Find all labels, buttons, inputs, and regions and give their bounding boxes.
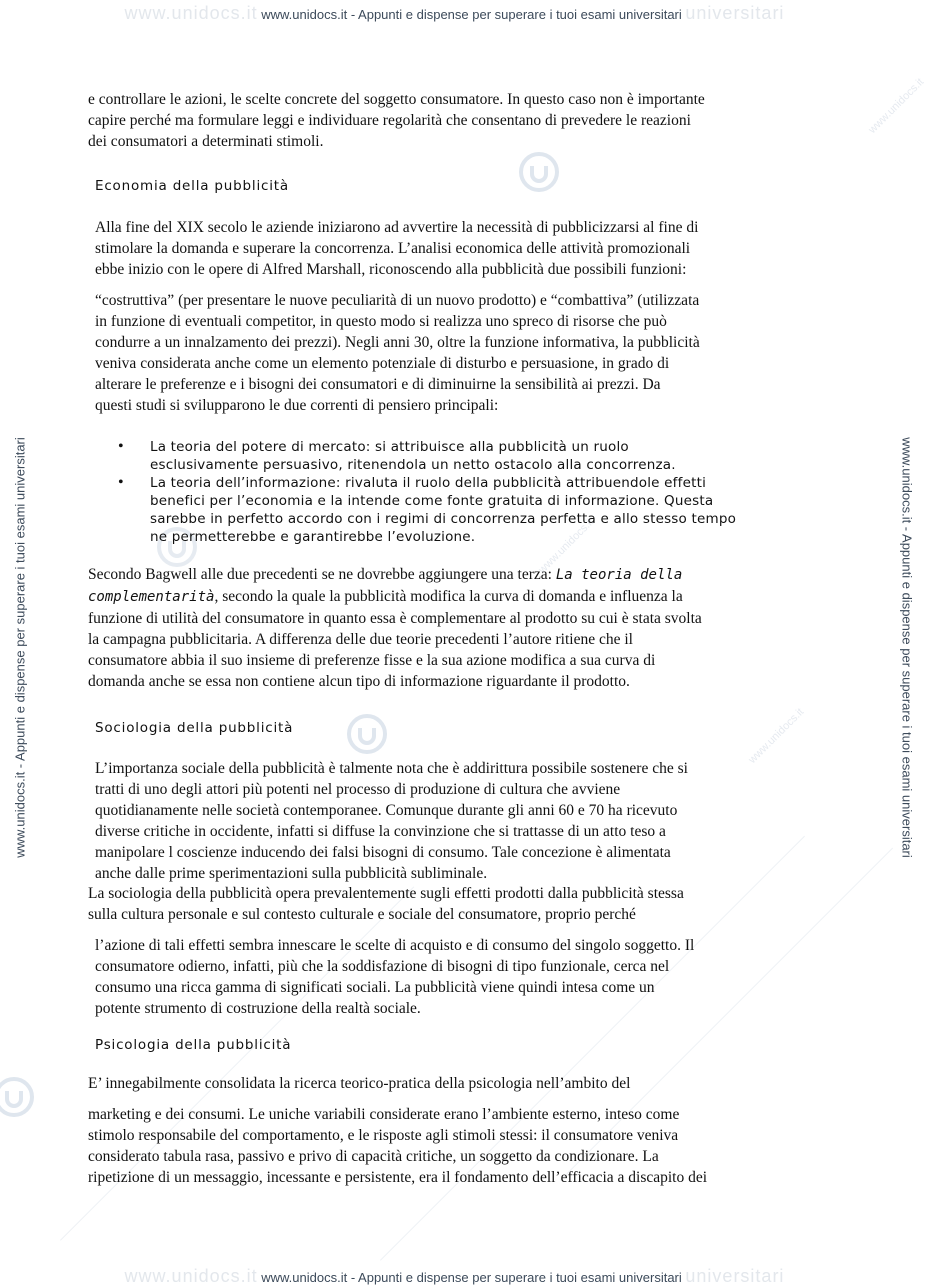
intro-paragraph [88, 89, 705, 152]
text-line: manipolare l coscienze inducendo dei falsi bisogni di consumo. Tale concezione è alimentata [95, 844, 671, 861]
psicologia-paragraph [88, 1104, 707, 1188]
footer-watermark-text: www.unidocs.it - Appunti e dispense per superare i tuoi esami universitari [261, 1270, 682, 1285]
text-line: ripetizione di un messaggio, incessante e persistente, era il fondamento dell’efficacia a discapito dei [88, 1169, 708, 1186]
header-ghost-left: www.unidocs.it [124, 3, 258, 23]
text-line: consumo una ricca gamma di significati sociali. La pubblicità viene quindi intesa come un [95, 979, 655, 996]
text-line: ne permetterebbe e garantirebbe l’evoluzione. [150, 529, 476, 545]
text-line: esclusivamente persuasivo, ritenendola un netto ostacolo alla concorrenza. [150, 457, 676, 473]
sociologia-paragraph [95, 758, 688, 884]
bullet-marker: • [118, 438, 124, 455]
text-line: questi studi si svilupparono le due correnti di pensiero principali: [95, 397, 499, 414]
text-line: Alla fine del XIX secolo le aziende iniziarono ad avvertire la necessità di pubblicizzarsi al fine di [95, 219, 699, 236]
text-line: condurre a un innalzamento dei prezzi). Negli anni 30, oltre la funzione informativa, la pubblicità [95, 334, 700, 351]
text-line: benefici per l’economia e la intende come fonte gratuita di informazione. Questa [150, 493, 714, 509]
section-heading-sociologia: Sociologia della pubblicità [95, 720, 294, 736]
text-line: in funzione di eventuali competitor, in questo modo si realizza uno spreco di risorse che può [95, 313, 667, 330]
economia-paragraph [95, 217, 698, 280]
header-watermark-text: www.unidocs.it - Appunti e dispense per superare i tuoi esami universitari [261, 7, 682, 22]
text-line: quotidianamente nelle società contemporanee. Comunque durante gli anni 60 e 70 ha ricevuto [95, 802, 678, 819]
text-line: alterare le preferenze e i bisogni dei consumatori e di diminuirne la sensibilità ai prezzi. Da [95, 376, 661, 393]
sociologia-paragraph-3 [95, 935, 694, 1019]
right-watermark-text: www.unidocs.it - Appunti e dispense per superare i tuoi esami universitari [899, 437, 915, 858]
text-line: L’importanza sociale della pubblicità è talmente nota che è addirittura possibile sostenere che si [95, 760, 688, 777]
text-line [88, 564, 702, 586]
text-line: dei consumatori a determinati stimoli. [88, 133, 324, 150]
bullet-item [150, 474, 736, 546]
header-ghost-right: universitari [685, 3, 785, 23]
text-line: consumatore abbia il suo insieme di preferenze fisse e la sua azione modifica a sua curva di [88, 652, 656, 669]
text-line: l’azione di tali effetti sembra innescare le scelte di acquisto e di consumo del singolo soggetto. Il [95, 937, 695, 954]
text-line: La teoria dell’informazione: rivaluta il ruolo della pubblicità attribuendole effetti [150, 475, 707, 491]
text-line: veniva considerata anche come un elemento potenziale di disturbo e persuasione, in grado di [95, 355, 670, 372]
left-watermark-text: www.unidocs.it - Appunti e dispense per superare i tuoi esami universitari [12, 437, 28, 858]
footer-watermark [0, 1266, 909, 1287]
text-span: , secondo la quale la pubblicità modifica la curva di domanda e influenza la [214, 588, 683, 605]
sociologia-paragraph-2 [88, 883, 684, 925]
text-span: Secondo Bagwell alle due precedenti se ne dovrebbe aggiungere una terza: [88, 566, 556, 583]
text-line [88, 586, 702, 608]
footer-ghost-right: universitari [685, 1266, 785, 1286]
header-watermark [0, 3, 909, 24]
text-line: La sociologia della pubblicità opera prevalentemente sugli effetti prodotti dalla pubblicità stessa [88, 885, 684, 902]
text-line: domanda anche se essa non contiene alcun tipo di informazione riguardante il prodotto. [88, 673, 630, 690]
psicologia-line-1: E’ innegabilmente consolidata la ricerca teorico-pratica della psicologia nell’ambito del [88, 1075, 631, 1092]
text-line: consumatore odierno, infatti, più che la soddisfazione di bisogni di tipo funzionale, cerca nel [95, 958, 670, 975]
section-heading-psicologia: Psicologia della pubblicità [95, 1037, 292, 1053]
italic-term: La teoria della [555, 567, 683, 583]
text-line: potente strumento di costruzione della realtà sociale. [95, 1000, 421, 1017]
diagonal-watermark: www.unidocs.it [536, 516, 597, 576]
text-line: stimolo responsabile del comportamento, e le risposte agli stimoli stessi: il consumatore veniva [88, 1127, 679, 1144]
left-watermark [13, 198, 28, 1098]
text-line: stimolare la domanda e superare la concorrenza. L’analisi economica delle attività promozionali [95, 240, 691, 257]
bullet-item [150, 438, 676, 474]
text-line: capire perché ma formulare leggi e individuare regolarità che consentano di prevedere le reazioni [88, 112, 691, 129]
text-line: tratti di uno degli attori più potenti nel processo di produzione di cultura che avviene [95, 781, 621, 798]
text-line: funzione di utilità del consumatore in quanto essa è complementare al prodotto su cui è stata svolta [88, 610, 702, 627]
text-line: e controllare le azioni, le scelte concrete del soggetto consumatore. In questo caso non è importante [88, 91, 705, 108]
footer-ghost-left: www.unidocs.it [124, 1266, 258, 1286]
text-line: “costruttiva” (per presentare le nuove peculiarità di un nuovo prodotto) e “combattiva” (utilizzata [95, 292, 700, 309]
text-line: La teoria del potere di mercato: si attribuisce alla pubblicità un ruolo [150, 439, 629, 455]
diagonal-watermark: www.unidocs.it [866, 76, 926, 136]
economia-paragraph-2 [95, 290, 700, 416]
right-watermark [900, 198, 915, 1098]
text-line: sulla cultura personale e sul contesto culturale e sociale del consumatore, proprio perché [88, 906, 636, 923]
bagwell-paragraph [88, 564, 702, 692]
diagonal-watermark: www.unidocs.it [746, 706, 807, 766]
bullet-marker: • [118, 474, 124, 491]
text-line: considerato tabula rasa, passivo e privo di capacità critiche, un soggetto da condizionare. La [88, 1148, 659, 1165]
text-line: la campagna pubblicitaria. A differenza delle due teorie precedenti l’autore ritiene che il [88, 631, 633, 648]
unidocs-logo-icon [517, 150, 561, 194]
text-line: anche dalle prime sperimentazioni sulla pubblicità subliminale. [95, 865, 488, 882]
unidocs-logo-icon [345, 712, 389, 756]
text-line: diverse critiche in occidente, infatti si diffuse la convinzione che si trattasse di un atto teso a [95, 823, 666, 840]
italic-term: complementarità [88, 589, 215, 605]
text-line: marketing e dei consumi. Le uniche variabili considerate erano l’ambiente esterno, inteso come [88, 1106, 680, 1123]
text-line: sarebbe in perfetto accordo con i regimi di concorrenza perfetta e allo stesso tempo [150, 511, 737, 527]
text-line: ebbe inizio con le opere di Alfred Marshall, riconoscendo alla pubblicità due possibili funzioni: [95, 261, 687, 278]
section-heading-economia: Economia della pubblicità [95, 178, 289, 194]
